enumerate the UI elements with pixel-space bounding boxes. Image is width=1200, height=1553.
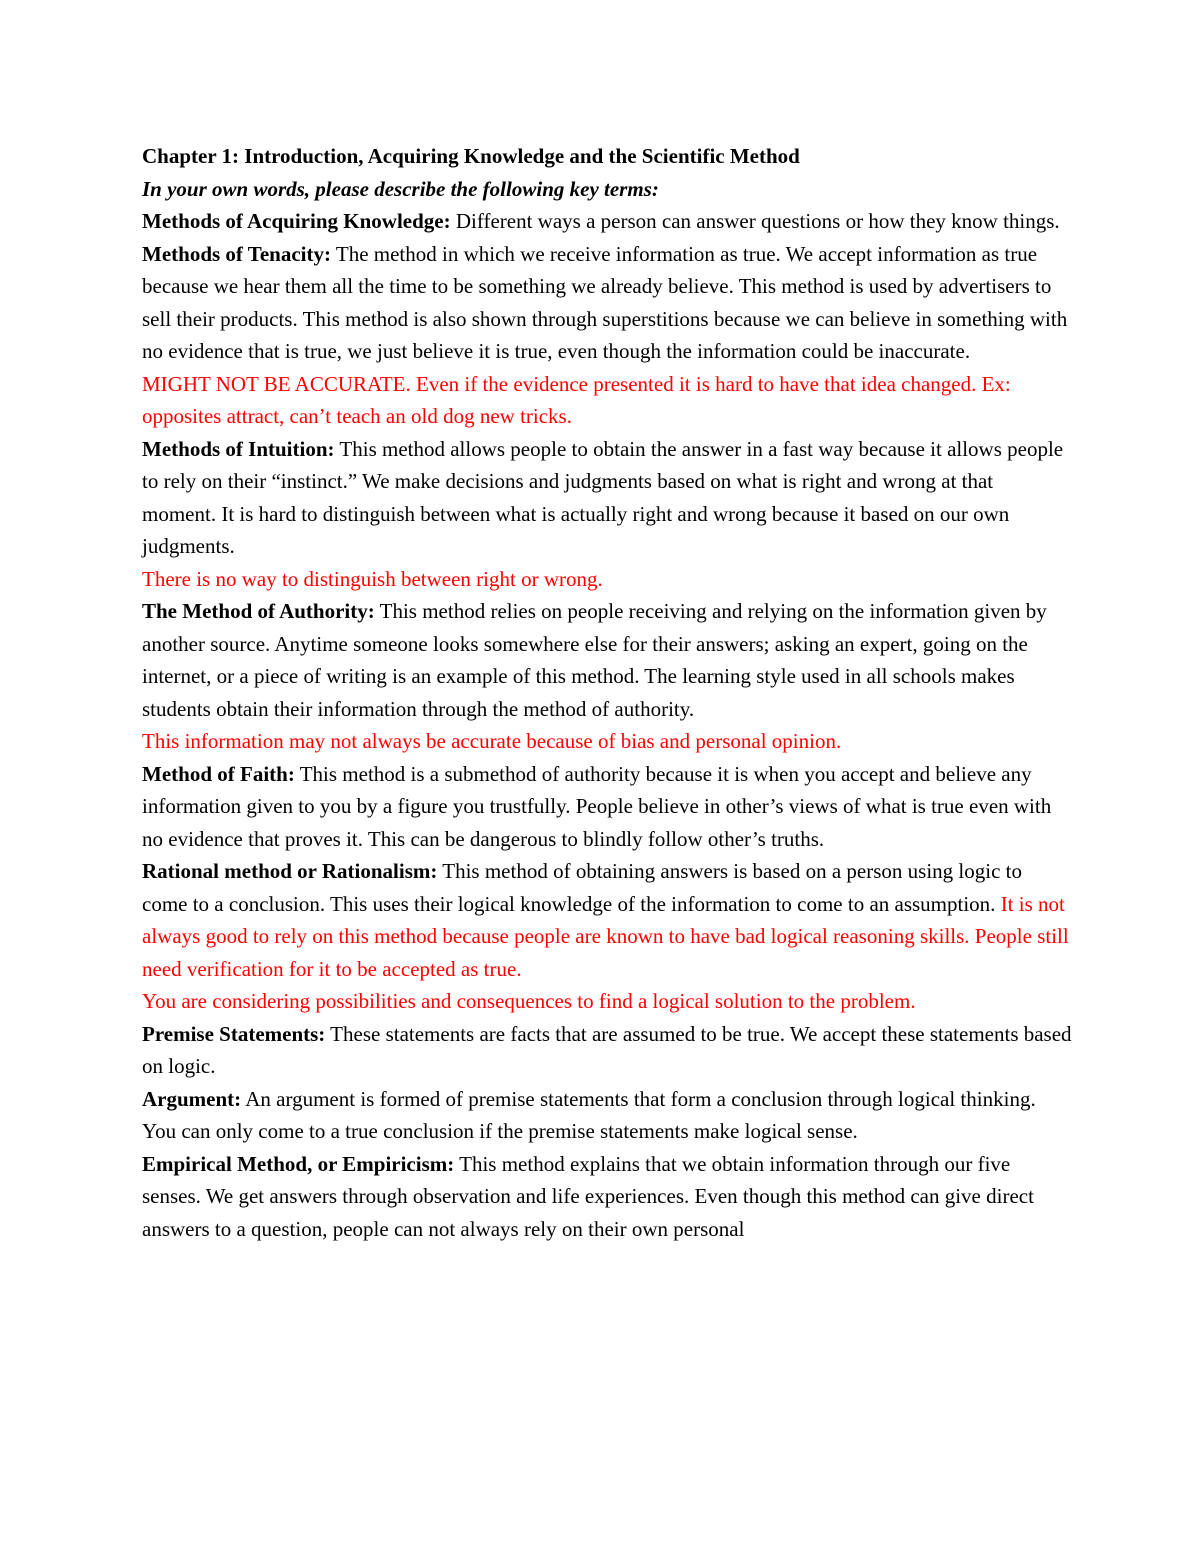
term-label: Empirical Method, or Empiricism:	[142, 1151, 455, 1176]
term-definition: An argument is formed of premise statements that form a conclusion through logical thinking. You can only come to a true conclusion if the premise statements make logical sense.	[142, 1086, 1036, 1143]
term-intuition	[142, 433, 1072, 563]
term-tenacity	[142, 238, 1072, 368]
term-label: Methods of Acquiring Knowledge:	[142, 209, 451, 233]
term-label: Rational method or Rationalism:	[142, 859, 438, 883]
note-rationalism: You are considering possibilities and consequences to find a logical solution to the problem.	[142, 989, 916, 1013]
term-premise-statements	[142, 1018, 1072, 1083]
inline-note-rationalism: It is not always good to rely on this method because people are known to have bad logical reasoning skills. People still need verification for it to be accepted as true.	[142, 891, 1069, 981]
chapter-title: Chapter 1: Introduction, Acquiring Knowledge and the Scientific Method	[142, 144, 800, 168]
term-label: Argument:	[142, 1086, 242, 1111]
term-definition: This method is a submethod of authority because it is when you accept and believe any information given to you by a figure you trustfully. People believe in other’s views of what is true even with no evidence that proves it. This can be dangerous to blindly follow other’s truths.	[142, 761, 1052, 851]
instructions: In your own words, please describe the following key terms:	[142, 176, 659, 201]
term-definition: This method of obtaining answers is based on a person using logic to come to a conclusion. This uses their logical knowledge of the information to come to an assumption.	[142, 859, 1022, 916]
note-intuition: There is no way to distinguish between right or wrong.	[142, 566, 603, 591]
term-authority	[142, 595, 1072, 725]
term-label: Method of Faith:	[142, 761, 295, 786]
term-definition: Different ways a person can answer questions or how they know things.	[450, 209, 1060, 233]
term-label: The Method of Authority:	[142, 599, 375, 623]
term-acquiring-knowledge	[142, 205, 1072, 238]
document-page	[142, 140, 1072, 1245]
term-argument	[142, 1083, 1072, 1148]
term-definition: The method in which we receive information as true. We accept information as true because we hear them all the time to be something we already believe. This method is used by advertisers to sell their products. This method is also shown through superstitions because we can believe in something with no evidence that is true, we just believe it is true, even though the information could be inaccurate.	[142, 241, 1068, 363]
term-label: Methods of Tenacity:	[142, 241, 331, 266]
term-definition: These statements are facts that are assumed to be true. We accept these statements based on logic.	[142, 1021, 1072, 1078]
note-authority: This information may not always be accurate because of bias and personal opinion.	[142, 729, 842, 753]
term-definition: This method relies on people receiving and relying on the information given by another source. Anytime someone looks somewhere else for their answers; asking an expert, going on the internet, or a piece of writing is an example of this method. The learning style used in all schools makes students obtain their information through the method of authority.	[142, 599, 1047, 721]
term-label: Methods of Intuition:	[142, 436, 335, 461]
note-tenacity: MIGHT NOT BE ACCURATE. Even if the evidence presented it is hard to have that idea changed. Ex: opposites attract, can’t teach an old dog new tricks.	[142, 371, 1011, 428]
term-definition: This method allows people to obtain the answer in a fast way because it allows people to rely on their “instinct.” We make decisions and judgments based on what is right and wrong at that moment. It is hard to distinguish between what is actually right and wrong because it based on our own judgments.	[142, 436, 1064, 558]
term-label: Premise Statements:	[142, 1021, 326, 1046]
term-empiricism	[142, 1148, 1072, 1246]
term-definition: This method explains that we obtain information through our five senses. We get answers through observation and life experiences. Even though this method can give direct answers to a question, people can not always rely on their own personal	[142, 1151, 1034, 1241]
term-faith	[142, 758, 1072, 856]
term-rationalism	[142, 855, 1072, 985]
